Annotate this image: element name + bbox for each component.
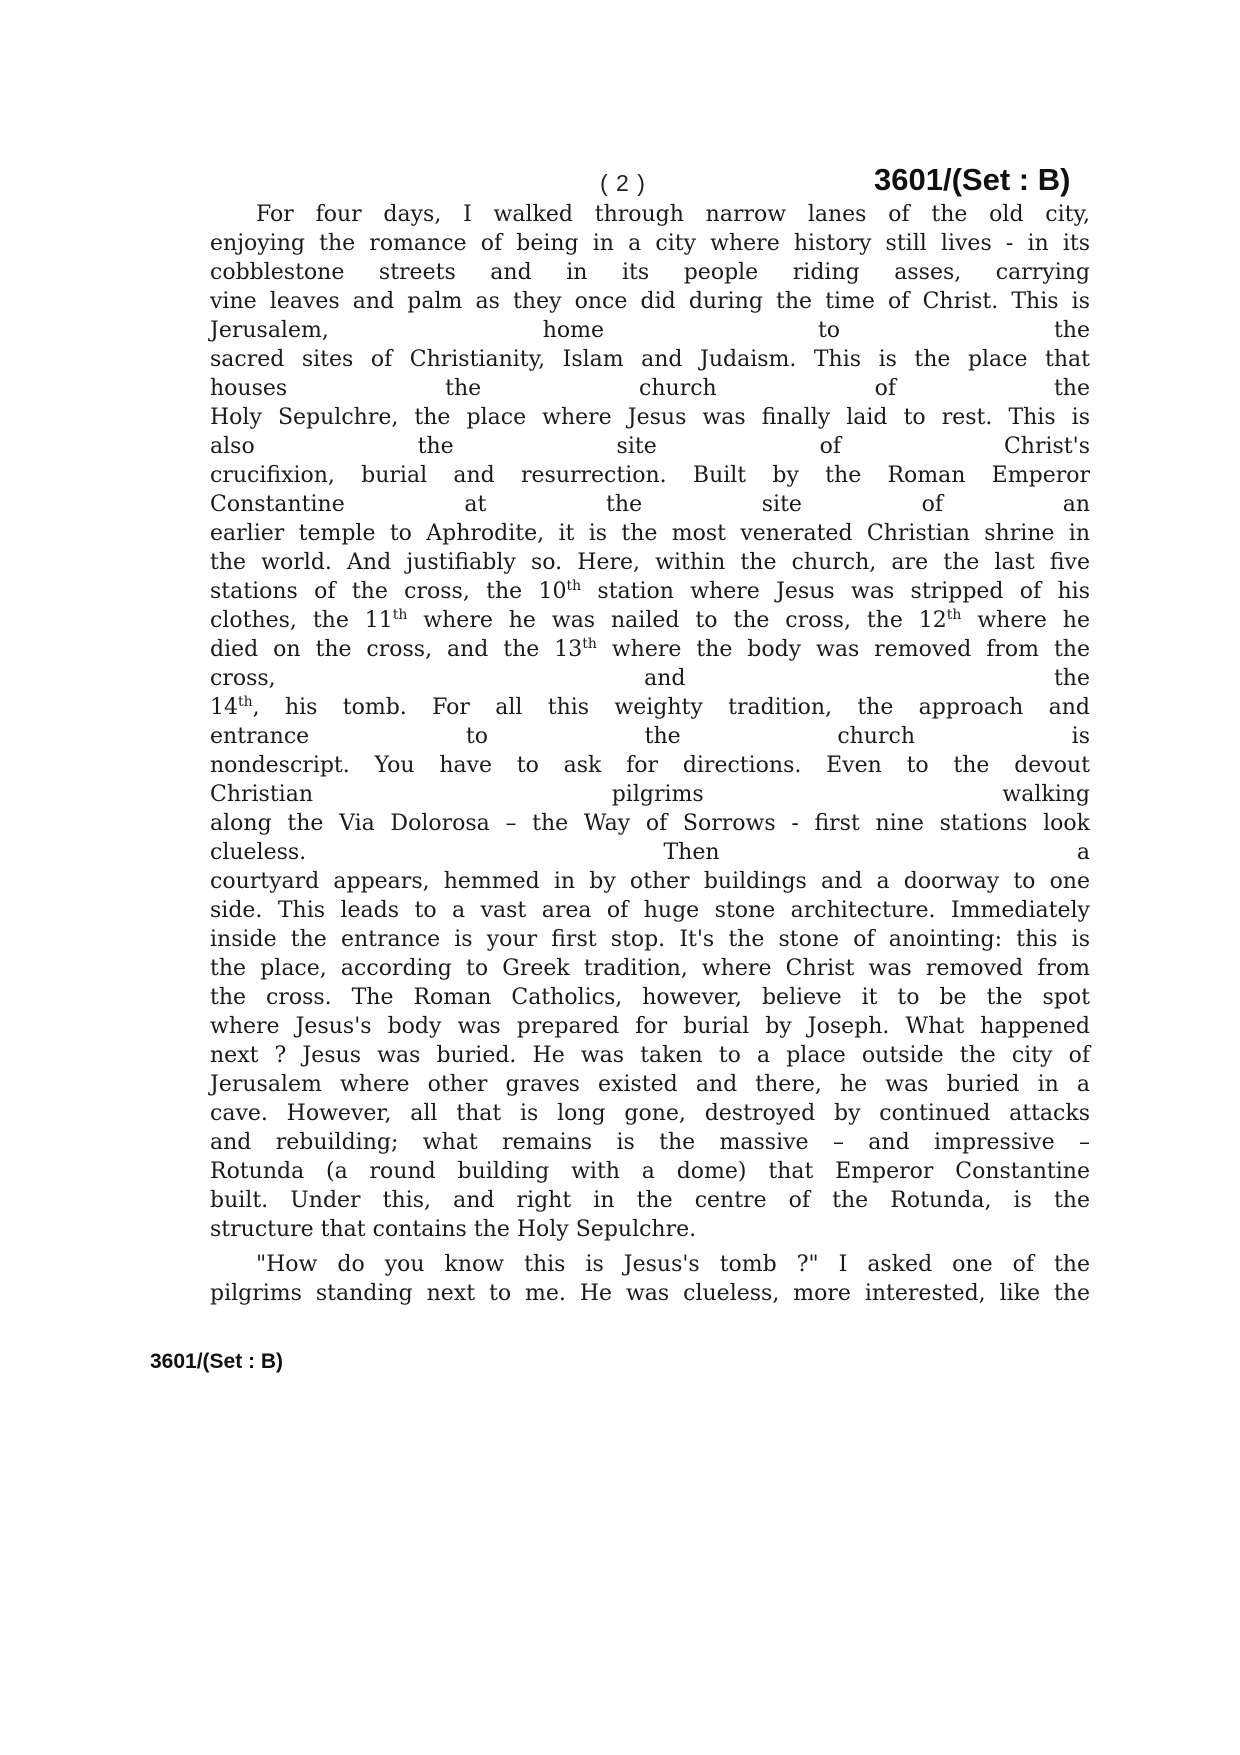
text-line: Christian pilgrims walking [210,782,1090,807]
text-line: Rotunda (a round building with a dome) that Emperor Constantine [210,1159,1090,1184]
text-fragment: station where Jesus was stripped of his [581,579,1090,604]
text-fragment: , his tomb. For all this weighty tradition, the approach and [252,695,1090,720]
superscript: th [392,607,408,623]
text-line: cobblestone streets and in its people riding asses, carrying [210,260,1090,285]
text-line: crucifixion, burial and resurrection. Built by the Roman Emperor [210,463,1090,488]
text-line: structure that contains the Holy Sepulchre. [210,1217,697,1242]
text-line: enjoying the romance of being in a city where history still lives - in its [210,231,1090,256]
text-line: where Jesus's body was prepared for burial by Joseph. What happened [210,1014,1090,1039]
text-line: inside the entrance is your first stop. It's the stone of anointing: this is [210,927,1090,952]
text-line [210,606,1090,635]
text-line: earlier temple to Aphrodite, it is the most venerated Christian shrine in [210,521,1090,546]
text-line: For four days, I walked through narrow lanes of the old city, [256,202,1090,227]
superscript: th [582,636,597,652]
text-fragment: where he was nailed to the cross, the 12 [407,608,947,633]
text-line: also the site of Christ's [210,434,1090,459]
text-fragment: where he [961,608,1090,633]
superscript: th [946,607,962,623]
text-line: courtyard appears, hemmed in by other buildings and a doorway to one [210,869,1090,894]
text-fragment: stations of the cross, the 10 [210,579,567,604]
text-line [210,577,1090,606]
text-line: houses the church of the [210,376,1090,401]
passage-text [210,200,1090,1308]
text-fragment: died on the cross, and the 13 [210,637,583,662]
text-line: Jerusalem where other graves existed and there, he was buried in a [210,1072,1090,1097]
text-line: the cross. The Roman Catholics, however, believe it to be the spot [210,985,1090,1010]
set-code-footer: 3601/(Set : B) [150,1350,284,1373]
text-fragment: 14 [210,695,238,720]
text-line: "How do you know this is Jesus's tomb ?" I asked one of the [256,1252,1090,1277]
text-line [210,635,1090,664]
text-line: the world. And justifiably so. Here, within the church, are the last five [210,550,1090,575]
text-line: built. Under this, and right in the centre of the Rotunda, is the [210,1188,1090,1213]
text-line: along the Via Dolorosa – the Way of Sorrows - first nine stations look [210,811,1090,836]
text-line: clueless. Then a [210,840,1090,865]
text-line: vine leaves and palm as they once did during the time of Christ. This is [210,289,1090,314]
text-line: Jerusalem, home to the [210,318,1090,343]
text-line: pilgrims standing next to me. He was clueless, more interested, like the [210,1281,1090,1306]
text-line: Constantine at the site of an [210,492,1090,517]
text-fragment: where the body was removed from the [596,637,1090,662]
text-line [210,693,1090,722]
text-line: Holy Sepulchre, the place where Jesus was finally laid to rest. This is [210,405,1090,430]
text-line: next ? Jesus was buried. He was taken to a place outside the city of [210,1043,1090,1068]
text-line: nondescript. You have to ask for directions. Even to the devout [210,753,1090,778]
superscript: th [566,578,582,594]
text-line: entrance to the church is [210,724,1090,749]
set-code-header: 3601/(Set : B) [874,162,1071,197]
text-line: cave. However, all that is long gone, destroyed by continued attacks [210,1101,1090,1126]
text-fragment: clothes, the 11 [210,608,393,633]
text-line: sacred sites of Christianity, Islam and Judaism. This is the place that [210,347,1090,372]
text-line: side. This leads to a vast area of huge stone architecture. Immediately [210,898,1090,923]
text-line: the place, according to Greek tradition, where Christ was removed from [210,956,1090,981]
text-line: cross, and the [210,666,1090,691]
page-number: ( 2 ) [600,170,646,196]
superscript: th [238,694,253,710]
text-line: and rebuilding; what remains is the massive – and impressive – [210,1130,1090,1155]
